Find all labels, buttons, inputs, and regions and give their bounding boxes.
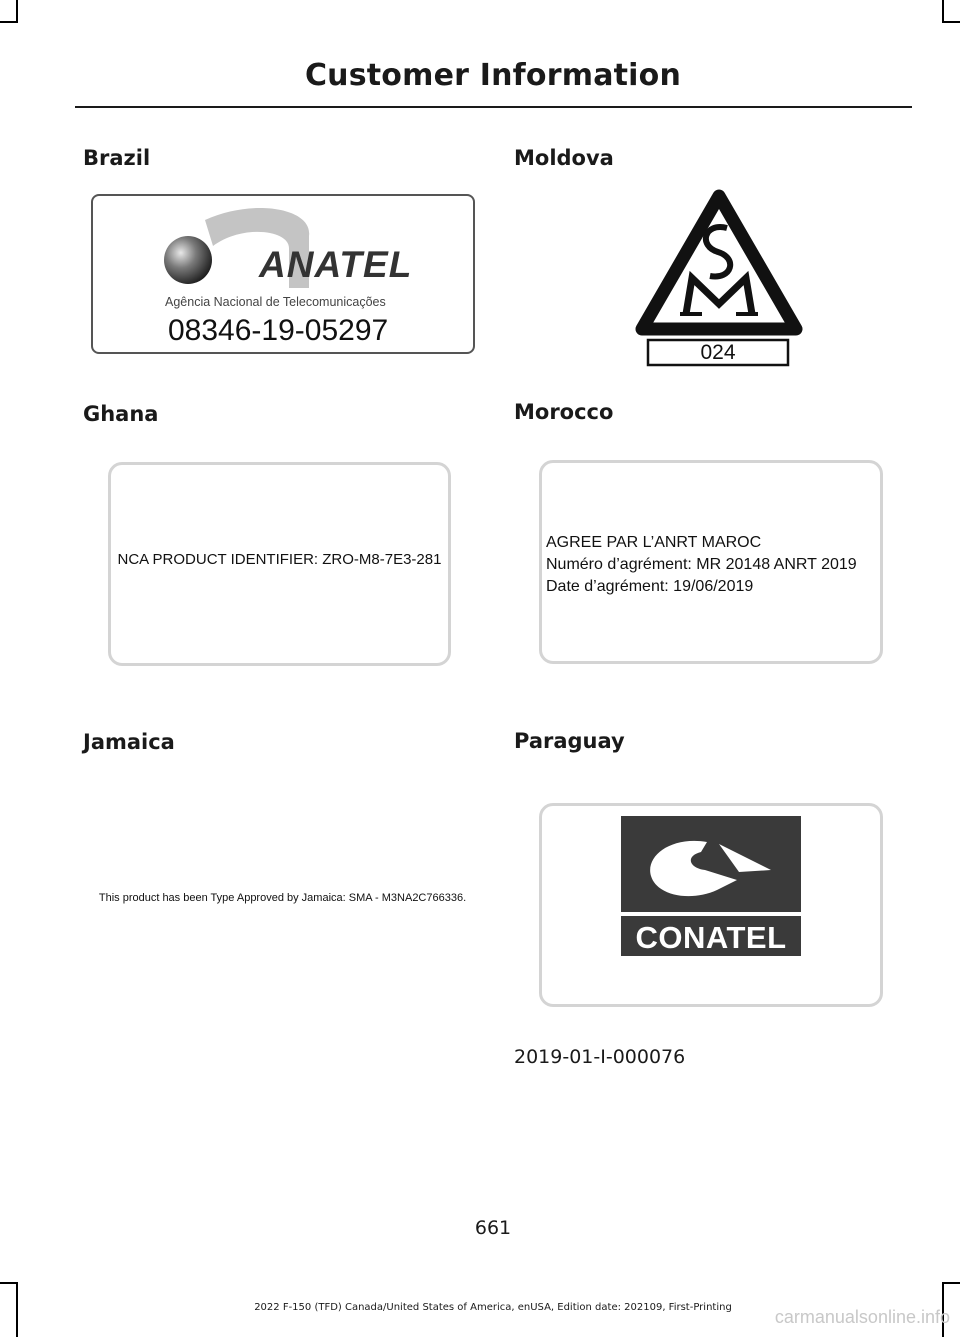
morocco-label-line3: Date d’agrément: 19/06/2019 (546, 578, 754, 595)
anatel-label (91, 194, 475, 354)
paraguay-code: 2019-01-I-000076 (514, 1046, 686, 1068)
watermark: carmanualsonline.info (774, 1307, 950, 1327)
crop-mark (0, 21, 18, 23)
section-heading-ghana: Ghana (83, 402, 159, 426)
morocco-label-line1: AGREE PAR L’ANRT MAROC (546, 534, 762, 551)
crop-mark (942, 1282, 960, 1284)
crop-mark (0, 1282, 18, 1284)
jamaica-label-text: This product has been Type Approved by Jamaica: SMA - M3NA2C766336. (98, 892, 467, 904)
anatel-code: 08346-19-05297 (168, 314, 389, 347)
section-heading-paraguay: Paraguay (514, 729, 625, 753)
crop-mark (16, 0, 18, 22)
section-heading-moldova: Moldova (514, 146, 614, 170)
page-number: 661 (474, 1217, 512, 1239)
anatel-logo-text: ANATEL (259, 244, 413, 285)
title-rule (75, 106, 912, 108)
page-title: Customer Information (304, 58, 682, 93)
crop-mark (942, 21, 960, 23)
moldova-mark-code: 024 (700, 341, 736, 364)
section-heading-morocco: Morocco (514, 400, 614, 424)
section-heading-brazil: Brazil (83, 146, 151, 170)
edition-info: 2022 F-150 (TFD) Canada/United States of America, enUSA, Edition date: 202109, First-Printing (254, 1302, 732, 1313)
anatel-agency-name: Agência Nacional de Telecomunicações (165, 295, 386, 309)
section-heading-jamaica: Jamaica (83, 730, 175, 754)
crop-mark (942, 0, 944, 22)
conatel-logo-text: CONATEL (635, 920, 787, 955)
morocco-label-line2: Numéro d’agrément: MR 20148 ANRT 2019 (546, 556, 857, 573)
ghana-label-text: NCA PRODUCT IDENTIFIER: ZRO-M8-7E3-281 (117, 551, 442, 568)
